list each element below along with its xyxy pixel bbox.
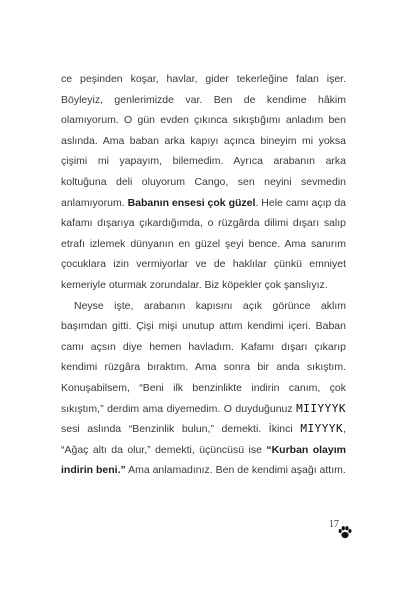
- paw-print-icon: [337, 524, 353, 540]
- emphasis-text: “Kurban olayım indirin beni.”: [61, 443, 346, 477]
- text-run: Ama anlamadınız. Ben de kendimi aşağı attım.: [125, 464, 346, 477]
- text-run: Neyse işte, arabanın kapısını açık görünce aklım başımdan gitti. Çişi mişi unutup attım kendimi içeri. Baban camı açsın diye hemen havladım. Kafamı dışarı çıkarıp kendimi rüzgâra bıraktım. Ama sonra bir anda sıkıştım. Konuşabilsem, “Beni ilk benzinlikte indirin canım, çok sıkıştım,” derdim ama diyemedim. O duyduğunuz: [61, 299, 346, 415]
- handwritten-sound: MIIYYYK: [296, 401, 346, 415]
- text-run: , “Ağaç altı da olur,” demekti, üçüncüsü ise: [61, 423, 346, 456]
- text-run: ce peşinden koşar, havlar, gider tekerleğine falan işer. Böyleyiz, genlerimizde var. Ben de kendime hâkim olamıyorum. O gün evden çıkınca sıkıştığımı anladım ben aslında. Ama baban arka kapıyı açınca bineyim mi yoksa çişimi mi yapayım, bilemedim. Ayrıca arabanın arka koltuğuna deli oluyorum Cango, sen neyini sevmedin anlamıyorum.: [61, 73, 346, 209]
- text-run: . Hele camı açıp da kafamı dışarıya çıkardığımda, o rüzgârda dilimi dışarı salıp etrafı izlemek dünyanın en güzel şeyi bence. Ama sanırım çocuklara izin vermiyorlar ve de haklılar çünkü emniyet kemeriyle oturmak zorundalar. Biz köpekler çok şanslıyız.: [61, 196, 346, 291]
- emphasis-text: Babanın ensesi çok güzel: [127, 196, 256, 209]
- page-number: 17: [329, 519, 339, 530]
- body-text: [61, 69, 346, 481]
- text-run: sesi aslında “Benzinlik bulun,” demekti. İkinci: [61, 423, 301, 436]
- paragraph: [61, 69, 346, 296]
- paragraph: [61, 296, 346, 481]
- handwritten-sound: MIYYYK: [300, 422, 344, 436]
